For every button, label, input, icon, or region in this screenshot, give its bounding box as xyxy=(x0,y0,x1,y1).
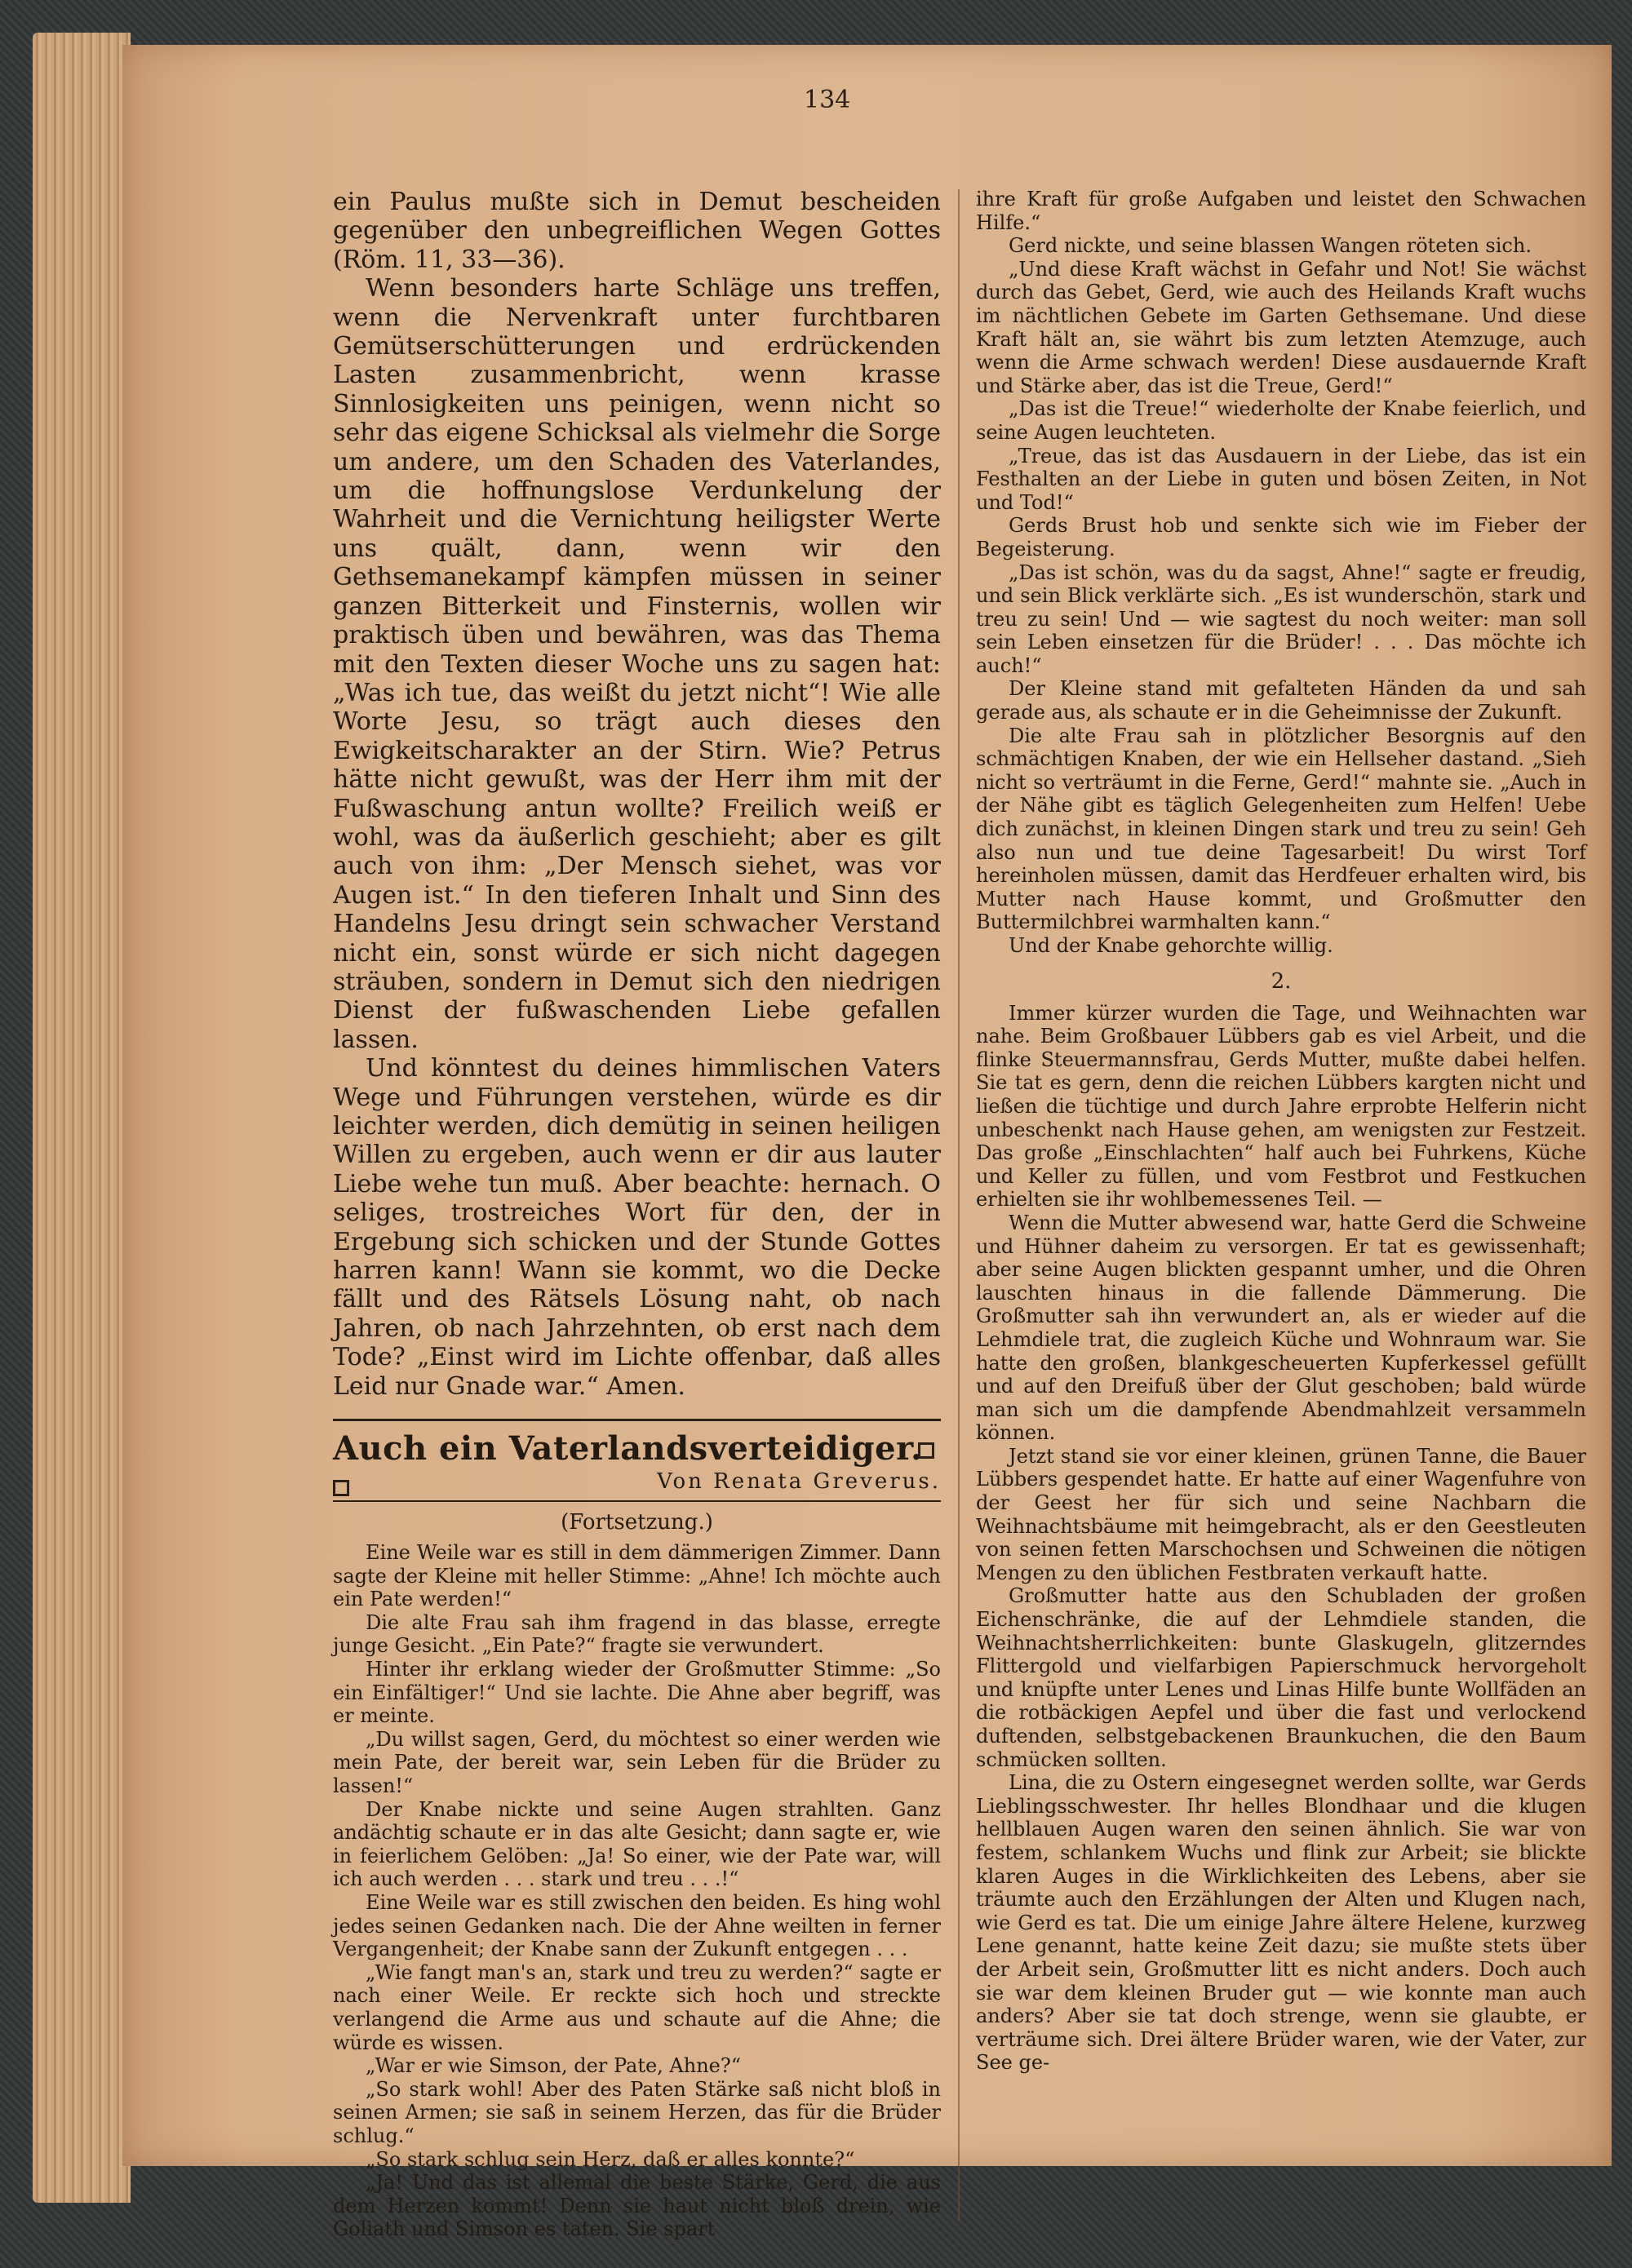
story-paragraph: Gerds Brust hob und senkte sich wie im Fieber der Begeisterung. xyxy=(976,514,1586,560)
column-divider xyxy=(958,189,960,2221)
story-paragraph: Immer kürzer wurden die Tage, und Weihnachten war nahe. Beim Großbauer Lübbers gab es viel Arbeit, und die flinke Steuermannsfrau, Gerds Mutter, mußte dabei helfen. Sie tat es gern, denn die reichen Lübbers kargten nicht und ließen die tüchtige und durch Jahre erprobte Helferin nicht unbeschenkt nach Hause gehen, am wenigsten zur Festzeit. Das große „Einschlachten“ half auch bei Fuhrkens, Küche und Keller zu füllen, und vom Festbrot und Festkuchen erhielten sie ihr wohlbemessenes Teil. — xyxy=(976,1001,1586,1212)
story-paragraph: „So stark wohl! Aber des Paten Stärke saß nicht bloß in seinen Armen; sie saß in seinem Herzen, das für die Brüder schlug.“ xyxy=(333,2077,941,2147)
sermon-paragraph: Und könntest du deines himmlischen Vaters Wege und Führungen verstehen, würde es dir leichter werden, dich demütig in seinen heiligen Willen zu ergeben, auch wenn er dir aus lauter Liebe wehe tun muß. Aber beachte: hernach. O seliges, trostreiches Wort für den, der in Ergebung sich schicken und der Stunde Gottes harren kann! Wann sie kommt, wo die Decke fällt und des Rätsels Lösung naht, ob nach Jahren, ob nach Jahrzehnten, ob erst nach dem Tode? „Einst wird im Lichte offenbar, daß alles Leid nur Gnade war.“ Amen. xyxy=(333,1054,941,1401)
story-paragraph: „Wie fangt man's an, stark und treu zu werden?“ sagte er nach einer Weile. Er reckte sich hoch und streckte verlangend die Arme aus und schaute auf die Ahne; die würde es wissen. xyxy=(333,1960,941,2054)
story-paragraph: „Das ist schön, was du da sagst, Ahne!“ sagte er freudig, und sein Blick verklärte sich. „Es ist wunderschön, stark und treu zu sein! Und — wie sagtest du noch weiter: man soll sein Leben einsetzen für die Brüder! . . . Das möchte ich auch!“ xyxy=(976,560,1586,677)
ornament-box-icon xyxy=(333,1480,349,1496)
sermon-paragraph: ein Paulus mußte sich in Demut bescheiden gegenüber den unbegreiflichen Wegen Gottes (Röm. 11, 33—36). xyxy=(333,188,941,274)
story-paragraph: „Ja! Und das ist allemal die beste Stärke, Gerd, die aus dem Herzen kommt! Denn sie haut nicht bloß drein, wie Goliath und Simson es taten. Sie spart xyxy=(333,2171,941,2241)
story-paragraph: Großmutter hatte aus den Schubladen der großen Eichenschränke, die auf der Lehmdiele standen, die Weihnachtsherrlichkeiten: bunte Glaskugeln, glitzerndes Flittergold und vielfarbigen Papierschmuck hervorgeholt und knüpfte unter Lenes und Linas Hilfe bunte Wollfäden an die rotbäckigen Aepfel und über die fast und verlockend duftenden, selbstgebackenen Braunkuchen, die den Baum schmücken sollten. xyxy=(976,1584,1586,1771)
story-paragraph: Der Kleine stand mit gefalteten Händen da und sah gerade aus, als schaute er in die Geheimnisse der Zukunft. xyxy=(976,677,1586,724)
story-header xyxy=(333,1419,941,1502)
sermon-paragraph: Wenn besonders harte Schläge uns treffen, wenn die Nervenkraft unter furchtbaren Gemütserschütterungen und erdrückenden Lasten zusammenbricht, wenn krasse Sinnlosigkeiten uns peinigen, wenn nicht so sehr das eigene Schicksal als vielmehr die Sorge um andere, um den Schaden des Vaterlandes, um die hoffnungslose Verdunkelung der Wahrheit und die Vernichtung heiligster Werte uns quält, dann, wenn wir den Gethsemanekampf kämpfen müssen in seiner ganzen Bitterkeit und Finsternis, wollen wir praktisch üben und bewähren, was das Thema mit den Texten dieser Woche uns zu sagen hat: „Was ich tue, das weißt du jetzt nicht“! Wie alle Worte Jesu, so trägt auch dieses den Ewigkeitscharakter an der Stirn. Wie? Petrus hätte nicht gewußt, was der Herr ihm mit der Fußwaschung antun wollte? Freilich weiß er wohl, was da äußerlich geschieht; aber es gilt auch von ihm: „Der Mensch siehet, was vor Augen ist.“ In den tieferen Inhalt und Sinn des Handelns Jesu dringt sein schwacher Verstand nicht ein, sonst würde er sich nicht dagegen sträuben, sondern in Demut sich den niedrigen Dienst der fußwaschenden Liebe gefallen lassen. xyxy=(333,274,941,1054)
story-paragraph: „Und diese Kraft wächst in Gefahr und Not! Sie wächst durch das Gebet, Gerd, wie auch des Heilands Kraft wuchs im nächtlichen Gebete im Garten Gethsemane. Und diese Kraft hält an, sie währt bis zum letzten Atemzuge, auch wenn die Arme schwach werden! Diese ausdauernde Kraft und Stärke aber, das ist die Treue, Gerd!“ xyxy=(976,257,1586,397)
left-column xyxy=(333,188,941,2241)
story-paragraph: Die alte Frau sah ihm fragend in das blasse, erregte junge Gesicht. „Ein Pate?“ fragte sie verwundert. xyxy=(333,1610,941,1658)
story-title: Auch ein Vaterlandsverteidiger. xyxy=(333,1429,923,1468)
story-paragraph: Jetzt stand sie vor einer kleinen, grünen Tanne, die Bauer Lübbers gespendet hatte. Er hatte auf einer Wagenfuhre von der Geest her für sich und seine Nachbarn die Weihnachtsbäume mit heimgebracht, als er den Geestleuten von seinen fetten Marschochsen und Schweinen die nötigen Mengen zu den üblichen Festbraten verkauft hatte. xyxy=(976,1444,1586,1584)
story-byline: Von Renata Greverus. xyxy=(657,1469,941,1495)
title-rule xyxy=(333,1500,941,1502)
story-paragraph: Eine Weile war es still in dem dämmerigen Zimmer. Dann sagte der Kleine mit heller Stimme: „Ahne! Ich möchte auch ein Pate werden!“ xyxy=(333,1541,941,1611)
story-paragraph: „Treue, das ist das Ausdauern in der Liebe, das ist ein Festhalten an der Liebe in guten und bösen Zeiten, in Not und Tod!“ xyxy=(976,444,1586,514)
story-paragraph: „Du willst sagen, Gerd, du möchtest so einer werden wie mein Pate, der bereit war, sein Leben für die Brüder zu lassen!“ xyxy=(333,1727,941,1797)
story-paragraph: Der Knabe nickte und seine Augen strahlten. Ganz andächtig schaute er in das alte Gesicht; dann sagte er, wie in feierlichem Gelöben: „Ja! So einer, wie der Pate war, will ich auch werden . . . stark und treu . . .!“ xyxy=(333,1797,941,1891)
ornament-box-icon xyxy=(918,1442,934,1459)
continued-note: (Fortsetzung.) xyxy=(561,1510,713,1535)
story-paragraph: Wenn die Mutter abwesend war, hatte Gerd die Schweine und Hühner daheim zu versorgen. Er tat es gewissenhaft; aber seine Augen blickten gespannt umher, und die Ohren lauschten hinaus in die fallende Dämmerung. Die Großmutter sah ihn verwundert an, als er wieder auf die Lehmdiele trat, die zugleich Küche und Wohnraum war. Sie hatte den großen, blankgescheuerten Kupferkessel gefüllt und auf den Dreifuß über der Glut geschoben; bald würde man sich um die dampfende Abendmahlzeit versammeln können. xyxy=(976,1211,1586,1445)
story-paragraph: „So stark schlug sein Herz, daß er alles konnte?“ xyxy=(366,2147,855,2171)
story-paragraph: Hinter ihr erklang wieder der Großmutter Stimme: „So ein Einfältiger!“ Und sie lachte. Die Ahne aber begriff, was er meinte. xyxy=(333,1658,941,1728)
section-number: 2. xyxy=(1271,968,1292,994)
story-paragraph: Gerd nickte, und seine blassen Wangen röteten sich. xyxy=(1009,234,1532,258)
right-column xyxy=(976,188,1586,2075)
story-paragraph: Lina, die zu Ostern eingesegnet werden sollte, war Gerds Lieblingsschwester. Ihr helles Blondhaar und die klugen hellblauen Augen waren den seinen ähnlich. Sie war von festem, schlankem Wuchs und flink zur Arbeit; sie blickte klaren Auges in die Wirklichkeiten des Lebens, aber sie träumte auch den Erzählungen der Alten und Klugen nach, wie Gerd es tat. Die um einige Jahre ältere Helene, kurzweg Lene genannt, hatte keine Zeit dazu; sie mußte stets über der Arbeit sein, Großmutter litt es nicht anders. Doch auch sie war dem kleinen Bruder gut — wie konnte man auch anders? Aber sie tat doch strenge, wenn sie glaubte, er verträume sich. Drei ältere Brüder waren, wie der Vater, zur See ge- xyxy=(976,1771,1586,2075)
story-paragraph: ihre Kraft für große Aufgaben und leistet den Schwachen Hilfe.“ xyxy=(976,188,1586,234)
page-stack-edge xyxy=(33,33,131,2203)
story-paragraph: „War er wie Simson, der Pate, Ahne?“ xyxy=(366,2054,742,2078)
story-paragraph: Eine Weile war es still zwischen den beiden. Es hing wohl jedes seinen Gedanken nach. Die der Ahne weilten in ferner Vergangenheit; der Knabe sann der Zukunft entgegen . . . xyxy=(333,1890,941,1961)
story-paragraph: „Das ist die Treue!“ wiederholte der Knabe feierlich, und seine Augen leuchteten. xyxy=(976,397,1586,444)
page-number: 134 xyxy=(804,86,851,114)
story-paragraph: Und der Knabe gehorchte willig. xyxy=(1009,934,1333,957)
story-paragraph: Die alte Frau sah in plötzlicher Besorgnis auf den schmächtigen Knaben, der wie ein Hellseher dastand. „Sieh nicht so verträumt in die Ferne, Gerd!“ mahnte sie. „Auch in der Nähe gibt es täglich Gelegenheiten zum Helfen! Uebe dich zunächst, in kleinen Dingen stark und treu zu sein! Geh also nun und tue deine Tagesarbeit! Du wirst Torf hereinholen müssen, damit das Herdfeuer erhalten wird, bis Mutter nach Hause kommt, und Großmutter den Buttermilchbrei warmhalten kann.“ xyxy=(976,724,1586,934)
